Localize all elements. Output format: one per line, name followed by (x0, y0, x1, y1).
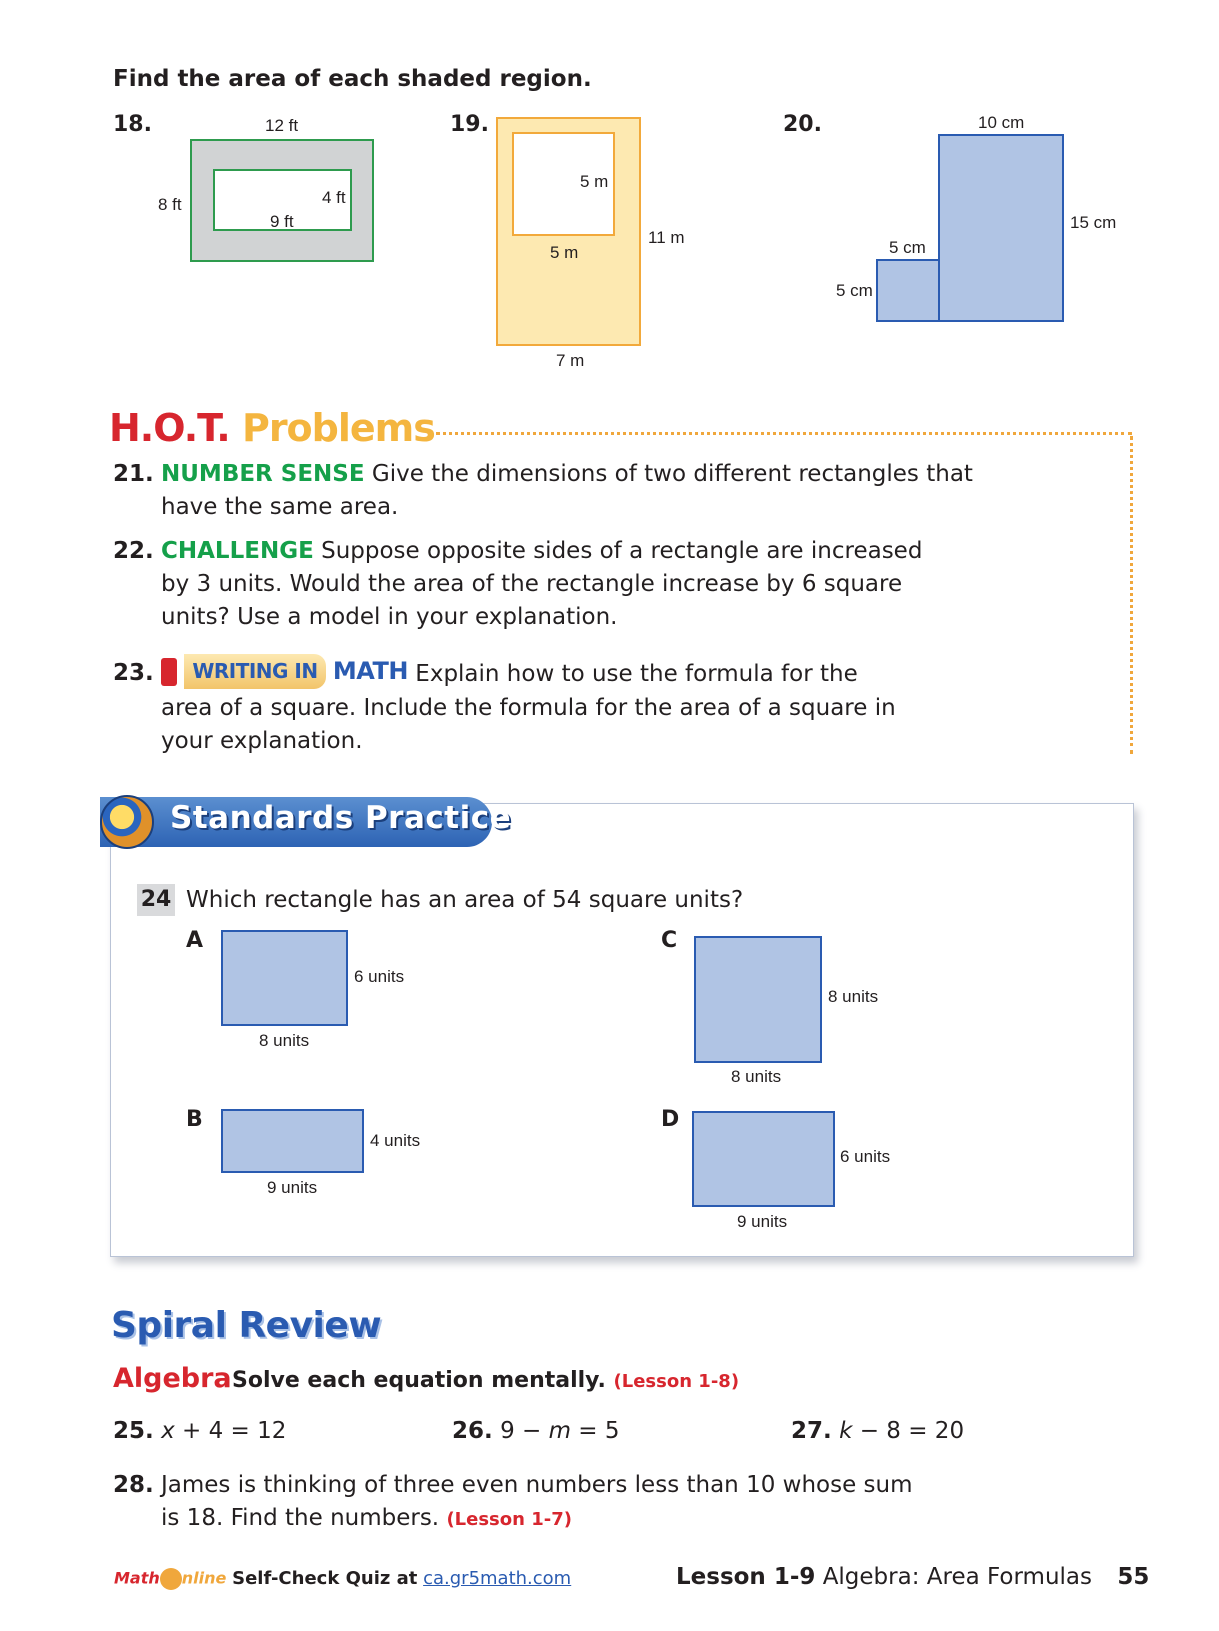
figure-19-right-label: 11 m (648, 228, 685, 247)
question-21-line2: have the same area. (161, 494, 399, 520)
option-c-bottom-label: 8 units (731, 1067, 782, 1086)
exercise-18-number: 18. (113, 112, 152, 137)
question-23-line3: your explanation. (161, 728, 363, 754)
hot-dotted-border-right (1130, 436, 1133, 754)
equation-25-var: x (161, 1418, 175, 1444)
figure-20-right-label: 15 cm (1070, 213, 1117, 232)
hot-title-part1: H.O.T. (109, 406, 230, 450)
figure-19-bottom-label: 7 m (556, 351, 585, 370)
question-24-number: 24 (137, 884, 175, 916)
figure-19-inner-bottom-label: 5 m (550, 243, 579, 262)
figure-20-large-rect (938, 134, 1064, 322)
question-21-number: 21. (113, 461, 154, 487)
question-22-line2: by 3 units. Would the area of the rectangle increase by 6 square (161, 571, 903, 597)
option-c-side-label: 8 units (828, 987, 879, 1006)
figure-18-inner-right-label: 4 ft (322, 188, 346, 207)
hot-title-part2: Problems (241, 406, 435, 450)
option-b-rectangle[interactable] (221, 1109, 364, 1173)
option-c-rectangle[interactable] (694, 936, 822, 1063)
option-a-rectangle[interactable] (221, 930, 348, 1026)
quiz-link[interactable]: ca.gr5math.com (423, 1568, 572, 1589)
equation-27-var: k (839, 1418, 853, 1444)
question-28-line1: James is thinking of three even numbers less than 10 whose sum (161, 1472, 913, 1498)
figure-18-top-label: 12 ft (265, 116, 299, 135)
standards-practice-title: Standards Practice (170, 800, 512, 836)
question-28-number: 28. (113, 1472, 154, 1498)
question-21-line1: Give the dimensions of two different rectangles that (371, 461, 973, 487)
footer-right (676, 1564, 1149, 1590)
standards-practice-box (110, 803, 1134, 1257)
lesson-title: Algebra: Area Formulas (822, 1564, 1092, 1590)
figure-20-small-square (876, 259, 940, 322)
option-b-letter[interactable]: B (186, 1107, 203, 1132)
lesson-number: Lesson 1-9 (676, 1564, 816, 1590)
equation-27 (791, 1418, 964, 1444)
option-d-rectangle[interactable] (692, 1111, 835, 1207)
math-online-logo (114, 1568, 226, 1590)
question-22-tag: CHALLENGE (161, 538, 314, 564)
spiral-instruction (232, 1368, 739, 1393)
option-b-bottom-label: 9 units (267, 1178, 318, 1197)
globe-icon (100, 795, 154, 849)
figure-20-top-label: 10 cm (978, 113, 1025, 132)
math-label: MATH (332, 657, 408, 685)
exercise-20-number: 20. (783, 112, 822, 137)
figure-20-small-top-label: 5 cm (889, 238, 926, 257)
figure-19-inner-right-label: 5 m (580, 172, 609, 191)
equation-26-var: m (548, 1418, 571, 1444)
option-a-bottom-label: 8 units (259, 1031, 310, 1050)
option-b-side-label: 4 units (370, 1131, 421, 1150)
writing-in-math-badge (161, 654, 408, 689)
equation-25 (113, 1418, 286, 1444)
pencil-icon (161, 658, 177, 686)
option-a-letter[interactable]: A (186, 928, 204, 953)
question-22-line1: Suppose opposite sides of a rectangle are increased (321, 538, 923, 564)
hot-problems-title (109, 406, 435, 450)
algebra-label: Algebra (113, 1363, 232, 1394)
question-22 (113, 535, 923, 634)
hot-dotted-border-top (436, 432, 1132, 435)
question-21 (113, 458, 973, 524)
equation-26-pre: 9 − (500, 1418, 549, 1444)
option-a-side-label: 6 units (354, 967, 405, 986)
question-23-number: 23. (113, 660, 154, 686)
question-22-number: 22. (113, 538, 154, 564)
self-check-quiz-text: Self-Check Quiz at (232, 1568, 418, 1589)
equation-25-number: 25. (113, 1418, 154, 1444)
question-28-line2: is 18. Find the numbers. (161, 1505, 440, 1531)
option-d-bottom-label: 9 units (737, 1212, 788, 1231)
option-c-letter[interactable]: C (661, 928, 678, 953)
figure-20-small-left-label: 5 cm (836, 281, 873, 300)
page-number: 55 (1117, 1564, 1150, 1590)
question-21-tag: NUMBER SENSE (161, 461, 365, 487)
equation-25-rest: + 4 = 12 (174, 1418, 287, 1444)
equation-27-rest: − 8 = 20 (852, 1418, 965, 1444)
equation-26-rest: = 5 (571, 1418, 620, 1444)
footer-left (114, 1568, 571, 1590)
equation-27-number: 27. (791, 1418, 832, 1444)
spiral-instruction-text: Solve each equation mentally. (232, 1368, 606, 1393)
lesson-ref-1-8: (Lesson 1-8) (613, 1371, 740, 1392)
writing-in-label: WRITING IN (184, 654, 325, 689)
figure-18-left-label: 8 ft (158, 195, 182, 214)
question-23-line1: Explain how to use the formula for the (415, 661, 858, 687)
instruction: Find the area of each shaded region. (113, 66, 592, 92)
question-22-line3: units? Use a model in your explanation. (161, 604, 618, 630)
question-23 (113, 657, 896, 758)
figure-18-inner-bottom-label: 9 ft (270, 212, 294, 231)
question-28 (113, 1469, 913, 1536)
question-23-line2: area of a square. Include the formula for the area of a square in (161, 695, 896, 721)
equation-26-number: 26. (452, 1418, 493, 1444)
lesson-ref-1-7: (Lesson 1-7) (446, 1509, 572, 1530)
option-d-letter[interactable]: D (661, 1107, 680, 1132)
equation-26 (452, 1418, 620, 1444)
spiral-review-title: Spiral Review (111, 1305, 382, 1346)
option-d-side-label: 6 units (840, 1147, 891, 1166)
question-24-text: Which rectangle has an area of 54 square units? (186, 887, 744, 913)
exercise-19-number: 19. (450, 112, 489, 137)
logo-online-text: nline (181, 1568, 227, 1588)
logo-math-text: Math (114, 1568, 160, 1588)
globe-logo-icon (160, 1568, 182, 1590)
